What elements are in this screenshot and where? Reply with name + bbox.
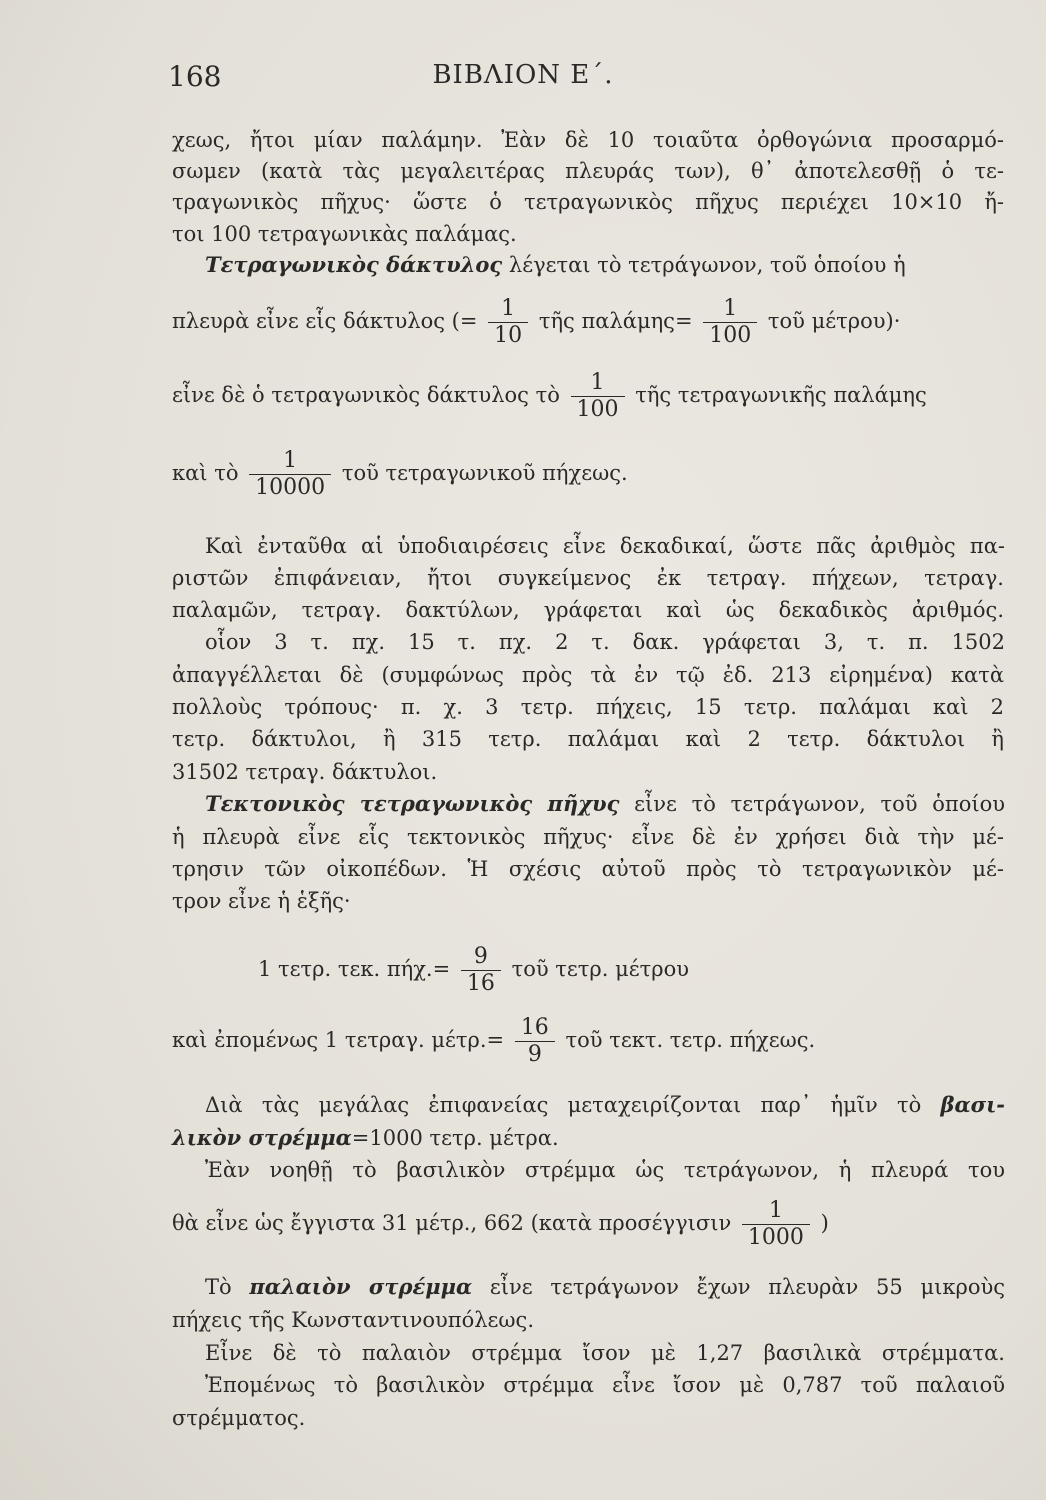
text-span: εἶνε τὸ τετράγωνον, τοῦ ὁποίου: [619, 792, 1005, 816]
fraction-numerator: 9: [461, 944, 501, 971]
fraction: [461, 944, 501, 997]
fraction-denominator: 9: [527, 1042, 542, 1067]
text-line: 31502 τετραγ. δάκτυλοι.: [172, 760, 438, 784]
fraction-denominator: 16: [466, 971, 495, 996]
text-span: τῆς παλάμης=: [538, 309, 693, 333]
running-title: ΒΙΒΛΙΟΝ Ε΄.: [432, 60, 614, 90]
fraction-denominator: 100: [576, 397, 619, 422]
text-line: πήχεις τῆς Κωνσταντινουπόλεως.: [172, 1308, 534, 1332]
text-line: Ἐὰν νοηθῇ τὸ βασιλικὸν στρέμμα ὡς τετράγωνον, ἡ πλευρά του: [205, 1158, 1005, 1182]
text-span: θὰ εἶνε ὡς ἔγγιστα 31 μέτρ., 662 (κατὰ προσέγγισιν: [172, 1211, 732, 1235]
text-line: τρον εἶνε ἡ ἑξῆς·: [172, 889, 351, 913]
fraction-numerator: 1: [488, 296, 528, 323]
fraction-numerator: 1: [703, 296, 757, 323]
defined-term: Τεκτονικὸς τετραγωνικὸς πῆχυς: [205, 791, 620, 816]
fraction: [249, 448, 331, 501]
text-line: τρησιν τῶν οἰκοπέδων. Ἡ σχέσις αὐτοῦ πρὸς τὸ τετραγωνικὸν μέ-: [172, 857, 1004, 881]
fraction: [703, 296, 757, 349]
fraction-numerator: 1: [571, 370, 625, 397]
defined-term: Τετραγωνικὸς δάκτυλος: [205, 252, 503, 277]
defined-term: λικὸν στρέμμα: [172, 1125, 352, 1150]
equation-line: [258, 944, 998, 997]
text-span: τοῦ τεκτ. τετρ. πήχεως.: [565, 1028, 816, 1052]
text-line: ριστῶν ἐπιφάνειαν, ἤτοι συγκείμενος ἐκ τετραγ. πήχεων, τετραγ.: [172, 566, 1004, 590]
text-line: Καὶ ἐνταῦθα αἱ ὑποδιαιρέσεις εἶνε δεκαδικαί, ὥστε πᾶς ἀριθμὸς πα-: [205, 534, 1005, 558]
text-line-with-fractions: [172, 1198, 1004, 1251]
text-line: οἷον 3 τ. πχ. 15 τ. πχ. 2 τ. δακ. γράφεται 3, τ. π. 1502: [205, 630, 1005, 654]
text-span: τοῦ τετραγωνικοῦ πήχεως.: [341, 461, 628, 485]
text-line: σωμεν (κατὰ τὰς μεγαλειτέρας πλευράς των), θ᾽ ἀποτελεσθῇ ὁ τε-: [172, 159, 1004, 183]
text-line: [205, 789, 1005, 819]
fraction: [742, 1198, 810, 1251]
page-header: [0, 60, 1046, 100]
equation-line: [172, 1015, 1004, 1068]
text-line: [205, 250, 1005, 280]
text-line: χεως, ἤτοι μίαν παλάμην. Ἐὰν δὲ 10 τοιαῦτα ὀρθογώνια προσαρμό-: [172, 128, 1004, 152]
text-line: πολλοὺς τρόπους· π. χ. 3 τετρ. πήχεις, 15 τετρ. παλάμαι καὶ 2: [172, 695, 1004, 719]
text-line: ἡ πλευρὰ εἶνε εἷς τεκτονικὸς πῆχυς· εἶνε δὲ ἐν χρήσει διὰ τὴν μέ-: [172, 825, 1004, 849]
text-span: καὶ τὸ: [172, 461, 239, 485]
text-line: τοι 100 τετραγωνικὰς παλάμας.: [172, 222, 517, 246]
fraction: [488, 296, 528, 349]
text-line: τραγωνικὸς πῆχυς· ὥστε ὁ τετραγωνικὸς πῆχυς περιέχει 10×10 ἤ-: [172, 190, 1004, 214]
defined-term: βασι-: [940, 1092, 1005, 1117]
text-line-with-fractions: [172, 448, 1004, 501]
text-line: [205, 1272, 1005, 1302]
text-span: τοῦ τετρ. μέτρου: [511, 957, 689, 981]
fraction: [571, 370, 625, 423]
text-line: στρέμματος.: [172, 1406, 306, 1430]
text-line: τετρ. δάκτυλοι, ἢ 315 τετρ. παλάμαι καὶ 2 τετρ. δάκτυλοι ἢ: [172, 727, 1004, 751]
text-span: Τὸ: [205, 1275, 250, 1299]
text-line: [205, 1090, 1005, 1120]
text-span: τοῦ μέτρου)·: [767, 309, 901, 333]
text-span: καὶ ἐπομένως 1 τετραγ. μέτρ.=: [172, 1028, 505, 1052]
text-span: ): [820, 1211, 829, 1235]
text-line: ἀπαγγέλλεται δὲ (συμφώνως πρὸς τὰ ἐν τῷ ἐδ. 213 εἰρημένα) κατὰ: [172, 663, 1004, 687]
text-line: [172, 1123, 1004, 1153]
fraction: [515, 1015, 555, 1068]
text-span: εἶνε τετράγωνον ἔχων πλευρὰν 55 μικροὺς: [472, 1275, 1006, 1299]
text-line: Εἶνε δὲ τὸ παλαιὸν στρέμμα ἴσον μὲ 1,27 βασιλικὰ στρέμματα.: [205, 1341, 1005, 1365]
text-span: λέγεται τὸ τετράγωνον, τοῦ ὁποίου ἡ: [502, 253, 906, 277]
text-span: τῆς τετραγωνικῆς παλάμης: [635, 383, 927, 407]
fraction-numerator: 16: [515, 1015, 555, 1042]
text-span: 1 τετρ. τεκ. πήχ.=: [258, 957, 451, 981]
fraction-denominator: 10: [494, 323, 523, 348]
fraction-denominator: 10000: [255, 475, 326, 500]
fraction-numerator: 1: [249, 448, 331, 475]
text-line-with-fractions: [172, 296, 1004, 349]
text-span: =1000 τετρ. μέτρα.: [351, 1126, 559, 1150]
text-span: Διὰ τὰς μεγάλας ἐπιφανείας μεταχειρίζονται παρ᾽ ἡμῖν τὸ: [205, 1093, 941, 1117]
fraction-denominator: 100: [709, 323, 752, 348]
text-line-with-fractions: [172, 370, 1004, 423]
text-line: Ἐπομένως τὸ βασιλικὸν στρέμμα εἶνε ἴσον μὲ 0,787 τοῦ παλαιοῦ: [205, 1373, 1005, 1397]
defined-term: παλαιὸν στρέμμα: [249, 1274, 473, 1299]
fraction-numerator: 1: [742, 1198, 810, 1225]
text-span: εἶνε δὲ ὁ τετραγωνικὸς δάκτυλος τὸ: [172, 383, 560, 407]
text-span: πλευρὰ εἶνε εἷς δάκτυλος (=: [172, 309, 478, 333]
text-line: παλαμῶν, τετραγ. δακτύλων, γράφεται καὶ ὡς δεκαδικὸς ἀριθμός.: [172, 598, 1004, 622]
fraction-denominator: 1000: [747, 1225, 804, 1250]
page-number: 168: [168, 60, 222, 93]
